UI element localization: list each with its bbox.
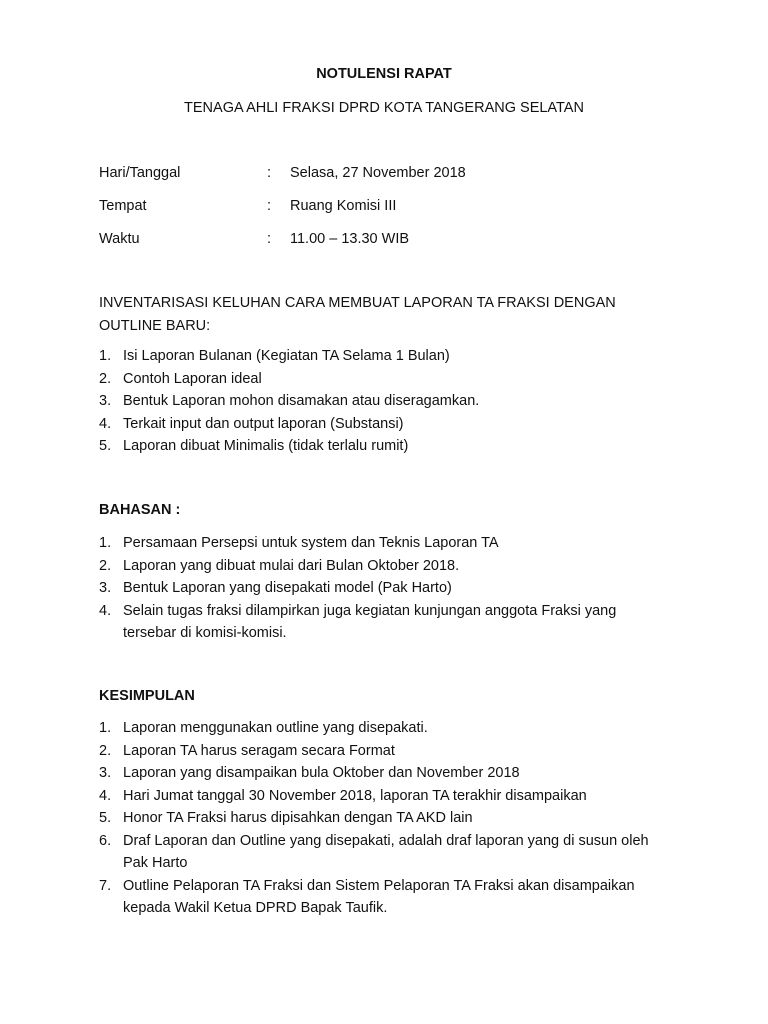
inventarisasi-heading: INVENTARISASI KELUHAN CARA MEMBUAT LAPORAN TA FRAKSI DENGAN OUTLINE BARU: xyxy=(99,295,616,334)
list-item xyxy=(99,532,659,555)
list-item xyxy=(99,345,659,368)
list-text: Isi Laporan Bulanan (Kegiatan TA Selama 1 Bulan) xyxy=(123,348,450,364)
document-title: NOTULENSI RAPAT xyxy=(316,66,452,82)
list-text: Laporan yang disampaikan bula Oktober dan November 2018 xyxy=(123,765,520,781)
list-text: Laporan yang dibuat mulai dari Bulan Oktober 2018. xyxy=(123,557,460,574)
list-item xyxy=(99,807,659,830)
list-number: 2. xyxy=(99,370,112,387)
list-number: 1. xyxy=(99,720,112,736)
list-item xyxy=(99,435,659,458)
list-number: 3. xyxy=(99,580,112,596)
list-text: Selain tugas fraksi dilampirkan juga kegiatan kunjungan anggota Fraksi yang tersebar di komisi-komisi. xyxy=(123,602,617,641)
info-value: Ruang Komisi III xyxy=(290,198,397,214)
list-text: Bentuk Laporan mohon disamakan atau diseragamkan. xyxy=(123,393,480,409)
list-number: 2. xyxy=(99,557,112,574)
list-item xyxy=(99,830,659,875)
list-number: 6. xyxy=(99,832,112,849)
list-number: 3. xyxy=(99,393,112,409)
inventarisasi-list xyxy=(99,345,659,458)
kesimpulan-heading: KESIMPULAN xyxy=(99,688,195,704)
bahasan-heading: BAHASAN : xyxy=(99,502,181,518)
list-item xyxy=(99,577,659,600)
list-number: 4. xyxy=(99,415,112,432)
list-text: Bentuk Laporan yang disepakati model (Pak Harto) xyxy=(123,580,452,596)
info-value: Selasa, 27 November 2018 xyxy=(290,165,466,181)
list-text: Outline Pelaporan TA Fraksi dan Sistem Pelaporan TA Fraksi akan disampaikan kepada Wakil Ketua DPRD Bapak Taufik. xyxy=(123,877,635,916)
list-text: Honor TA Fraksi harus dipisahkan dengan TA AKD lain xyxy=(123,810,473,826)
info-label: Tempat xyxy=(99,198,147,214)
list-text: Laporan dibuat Minimalis (tidak terlalu rumit) xyxy=(123,438,409,454)
list-number: 2. xyxy=(99,742,112,759)
kesimpulan-list xyxy=(99,717,659,920)
list-text: Hari Jumat tanggal 30 November 2018, laporan TA terakhir disampaikan xyxy=(123,787,587,804)
list-item xyxy=(99,555,659,578)
list-text: Laporan menggunakan outline yang disepakati. xyxy=(123,720,428,736)
list-item xyxy=(99,875,659,920)
list-item xyxy=(99,740,659,763)
list-item xyxy=(99,762,659,785)
list-item xyxy=(99,785,659,808)
list-item xyxy=(99,390,659,413)
info-colon: : xyxy=(267,231,272,247)
list-number: 4. xyxy=(99,787,112,804)
info-colon: : xyxy=(267,165,272,181)
list-number: 3. xyxy=(99,765,112,781)
list-number: 4. xyxy=(99,602,112,619)
list-number: 5. xyxy=(99,810,112,826)
info-value: 11.00 – 13.30 WIB xyxy=(290,231,410,247)
info-label: Hari/Tanggal xyxy=(99,165,181,181)
bahasan-list xyxy=(99,532,659,645)
list-item xyxy=(99,717,659,740)
list-number: 5. xyxy=(99,438,112,454)
list-text: Contoh Laporan ideal xyxy=(123,370,262,387)
list-text: Terkait input dan output laporan (Substansi) xyxy=(123,415,404,432)
list-item xyxy=(99,368,659,391)
list-item xyxy=(99,413,659,436)
list-number: 1. xyxy=(99,348,112,364)
document-subtitle: TENAGA AHLI FRAKSI DPRD KOTA TANGERANG SELATAN xyxy=(184,100,584,116)
list-number: 1. xyxy=(99,535,112,551)
list-text: Draf Laporan dan Outline yang disepakati, adalah draf laporan yang di susun oleh Pak Harto xyxy=(123,832,649,871)
list-item xyxy=(99,600,659,645)
info-colon: : xyxy=(267,198,272,214)
info-label: Waktu xyxy=(99,231,140,247)
list-number: 7. xyxy=(99,877,112,894)
list-text: Persamaan Persepsi untuk system dan Teknis Laporan TA xyxy=(123,535,499,551)
list-text: Laporan TA harus seragam secara Format xyxy=(123,742,395,759)
